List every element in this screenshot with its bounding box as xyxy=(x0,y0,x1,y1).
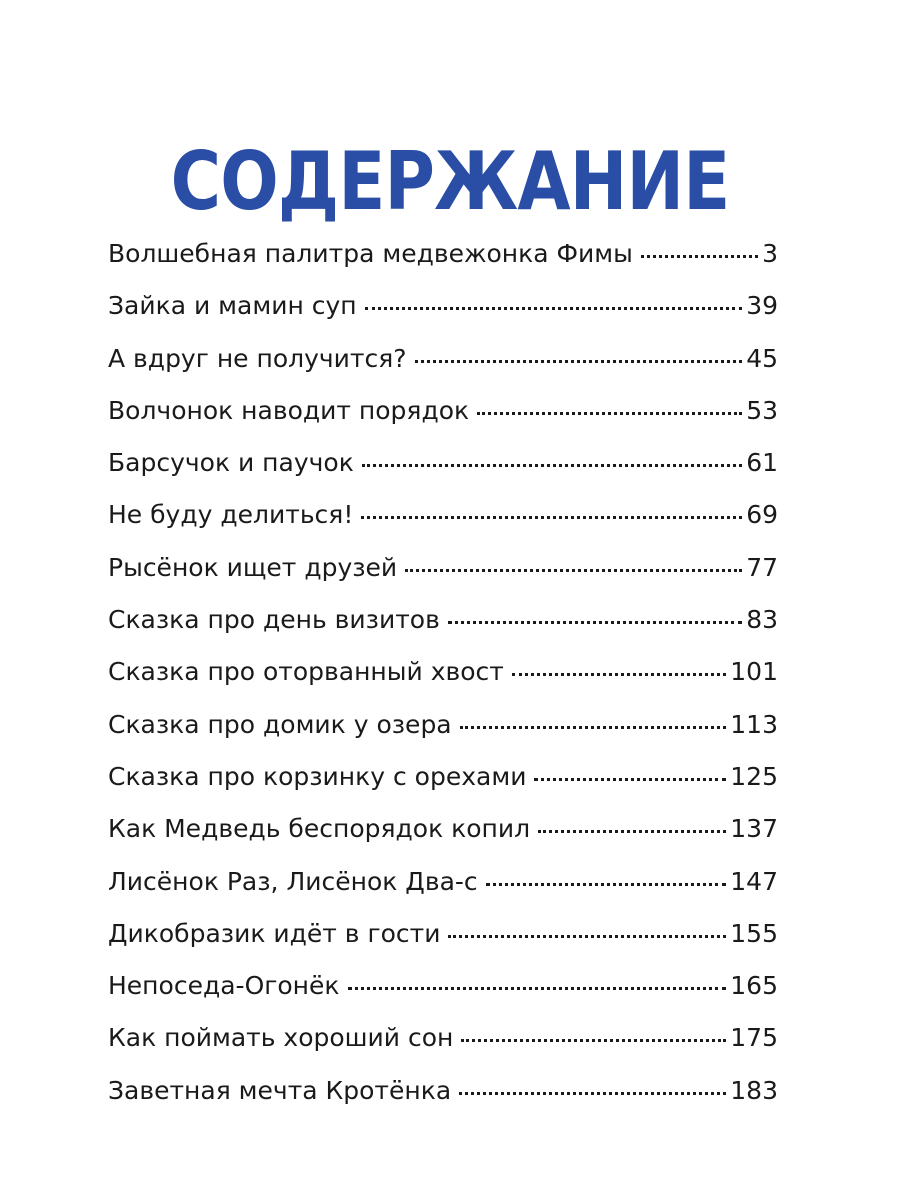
toc-entry-page: 77 xyxy=(746,552,778,582)
toc-entry-page: 165 xyxy=(730,971,778,1001)
toc-leader-dots xyxy=(448,934,726,938)
toc-entry-title: Сказка про день визитов xyxy=(108,605,440,635)
toc-leader-dots xyxy=(641,254,758,258)
toc-entry-page: 3 xyxy=(762,239,778,268)
toc-entry-page: 183 xyxy=(730,1075,778,1105)
toc-entry xyxy=(108,646,778,698)
toc-entry xyxy=(108,1065,778,1117)
toc-leader-dots xyxy=(361,515,742,519)
toc-entry-page: 83 xyxy=(746,605,778,635)
toc-entry-title: Волшебная палитра медвежонка Фимы xyxy=(108,239,633,268)
toc-entry-title: Как Медведь беспорядок копил xyxy=(108,814,531,844)
toc-entry xyxy=(108,1012,778,1064)
toc-entry-page: 113 xyxy=(730,709,778,739)
toc-entry xyxy=(108,856,778,908)
toc-entry-page: 101 xyxy=(730,657,778,687)
toc-leader-dots xyxy=(538,829,726,833)
toc-entry xyxy=(108,542,778,594)
toc-leader-dots xyxy=(448,620,742,624)
toc-entry xyxy=(108,699,778,751)
toc-leader-dots xyxy=(534,777,726,781)
toc-leader-dots xyxy=(460,725,727,729)
toc-leader-dots xyxy=(415,359,743,363)
toc-leader-dots xyxy=(459,1091,726,1095)
toc-entry xyxy=(108,228,778,280)
toc-entry xyxy=(108,437,778,489)
page-title: СОДЕРЖАНИЕ xyxy=(170,134,730,228)
toc-leader-dots xyxy=(365,306,743,310)
toc-entry-title: Заветная мечта Кротёнка xyxy=(108,1075,452,1105)
toc-entry-page: 61 xyxy=(746,448,778,478)
toc-entry xyxy=(108,489,778,541)
toc-entry-title: Не буду делиться! xyxy=(108,500,354,530)
toc-leader-dots xyxy=(477,411,742,415)
toc-entry xyxy=(108,594,778,646)
toc-leader-dots xyxy=(348,986,727,990)
toc-entry-title: Барсучок и паучок xyxy=(108,448,354,478)
toc-entry-page: 53 xyxy=(746,395,778,425)
toc-leader-dots xyxy=(405,568,742,572)
toc-entry-title: Волчонок наводит порядок xyxy=(108,395,470,425)
toc-entry-title: Лисёнок Раз, Лисёнок Два-с xyxy=(108,866,478,896)
toc-entry-page: 125 xyxy=(730,761,778,791)
toc-entry-page: 45 xyxy=(746,343,778,373)
toc-leader-dots xyxy=(486,882,727,886)
toc-entry-title: Непоседа-Огонёк xyxy=(108,971,340,1001)
toc-entry xyxy=(108,385,778,437)
toc-entry-title: Как поймать хороший сон xyxy=(108,1023,454,1053)
toc-entry-title: Дикобразик идёт в гости xyxy=(108,918,441,948)
toc-leader-dots xyxy=(362,463,742,467)
toc-entry xyxy=(108,333,778,385)
toc-entry xyxy=(108,751,778,803)
table-of-contents xyxy=(108,228,778,1117)
toc-entry-title: Сказка про оторванный хвост xyxy=(108,657,504,687)
toc-entry-page: 147 xyxy=(730,866,778,896)
toc-leader-dots xyxy=(461,1038,726,1042)
toc-entry-page: 155 xyxy=(730,918,778,948)
toc-entry-page: 137 xyxy=(730,814,778,844)
toc-entry-title: Зайка и мамин суп xyxy=(108,291,357,321)
toc-entry xyxy=(108,960,778,1012)
toc-entry-page: 39 xyxy=(746,291,778,321)
toc-entry xyxy=(108,280,778,332)
toc-entry-title: Рысёнок ищет друзей xyxy=(108,552,398,582)
toc-leader-dots xyxy=(512,672,726,676)
toc-entry xyxy=(108,908,778,960)
toc-entry-title: Сказка про домик у озера xyxy=(108,709,452,739)
toc-entry-page: 175 xyxy=(730,1023,778,1053)
toc-entry-title: Сказка про корзинку с орехами xyxy=(108,761,527,791)
toc-entry xyxy=(108,803,778,855)
toc-entry-title: А вдруг не получится? xyxy=(108,343,407,373)
toc-entry-page: 69 xyxy=(746,500,778,530)
